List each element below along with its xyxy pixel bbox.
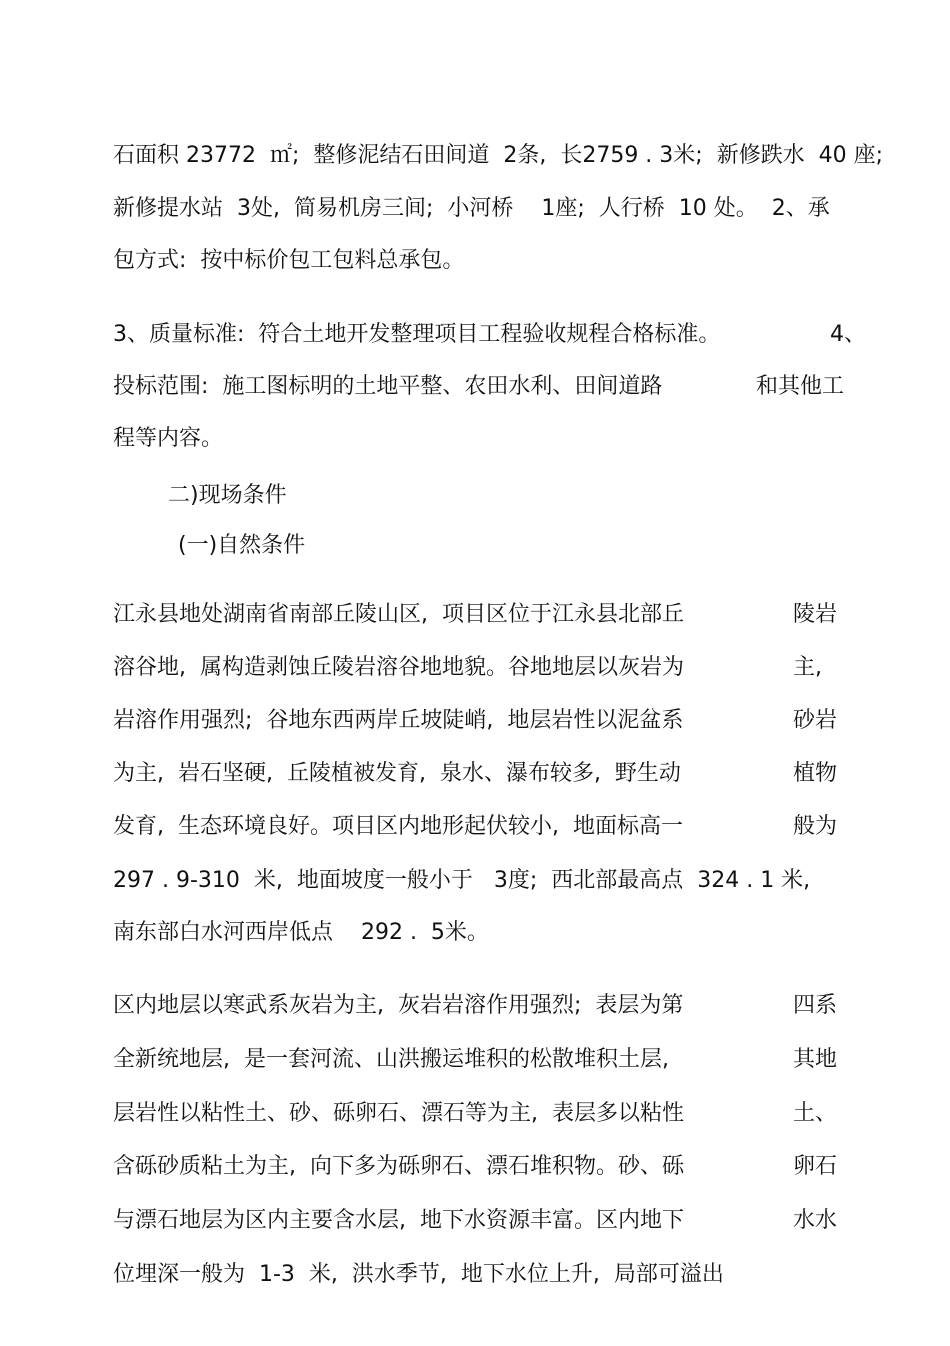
para3-line5-right: 般为 (793, 814, 838, 839)
para3-tail-line1-text: 297 . 9-310 米, 地面坡度一般小于 3度; 西北部最高点 324 . 1 米, (113, 868, 811, 893)
para1-line3-text: 包方式: 按中标价包工包料总承包。 (113, 248, 465, 273)
para4-line3-right: 土、 (793, 1101, 838, 1126)
para1-line3 (113, 246, 858, 276)
para3-line5 (113, 812, 858, 842)
para4-line2-left: 全新统地层, 是一套河流、山洪搬运堆积的松散堆积土层, (113, 1047, 669, 1072)
heading-site-text: 二)现场条件 (168, 483, 287, 508)
para4-line2 (113, 1045, 858, 1075)
para3-line1-right: 陵岩 (793, 602, 838, 627)
para4-line4-left: 含砾砂质粘土为主, 向下多为砾卵石、漂石堆积物。砂、砾 (113, 1154, 684, 1179)
para4-line1-left: 区内地层以寒武系灰岩为主, 灰岩岩溶作用强烈; 表层为第 (113, 993, 684, 1018)
para4-line1-right: 四系 (793, 993, 838, 1018)
para2-line3-text: 程等内容。 (113, 426, 224, 451)
para1-line2-text: 新修提水站 3处, 简易机房三间; 小河桥 1座; 人行桥 10 处。 2、承 (113, 196, 830, 221)
para3-tail-line2 (113, 918, 858, 948)
para4-line5-left: 与漂石地层为区内主要含水层, 地下水资源丰富。区内地下 (113, 1208, 684, 1233)
para4-line5 (113, 1206, 858, 1236)
para3-line2 (113, 653, 858, 683)
para3-line3 (113, 706, 858, 736)
para1-line1-text: 石面积 23772 ㎡; 整修泥结石田间道 2条, 长2759 . 3米; 新修跌水 40 座; (113, 143, 884, 168)
para3-line4-left: 为主, 岩石坚硬, 丘陵植被发育, 泉水、瀑布较多, 野生动 (113, 761, 681, 786)
para2-line3 (113, 424, 858, 454)
para2-line2 (113, 372, 858, 402)
para3-line1 (113, 600, 858, 630)
para2-line1-text: 3、质量标准: 符合土地开发整理项目工程验收规程合格标准。 (113, 322, 721, 347)
para3-line3-left: 岩溶作用强烈; 谷地东西两岸丘坡陡峭, 地层岩性以泥盆系 (113, 708, 684, 733)
heading-natural-conditions (178, 531, 923, 561)
para3-line4 (113, 759, 858, 789)
para4-tail-text: 位埋深一般为 1-3 米, 洪水季节, 地下水位上升, 局部可溢出 (113, 1262, 724, 1287)
heading-site-conditions (168, 481, 913, 511)
para2-line2-left: 投标范围: 施工图标明的土地平整、农田水利、田间道路 (113, 374, 663, 399)
para4-line4 (113, 1152, 858, 1182)
para4-line1 (113, 991, 858, 1021)
para3-line1-left: 江永县地处湖南省南部丘陵山区, 项目区位于江永县北部丘 (113, 602, 684, 627)
para3-tail-line2-text: 南东部白水河西岸低点 292 . 5米。 (113, 920, 489, 945)
para1-line2 (113, 194, 858, 224)
para3-line5-left: 发育, 生态环境良好。项目区内地形起伏较小, 地面标高一 (113, 814, 683, 839)
para2-line1-right: 4、 (830, 322, 866, 347)
para3-line2-right: 主, (793, 655, 822, 680)
para4-line3-left: 层岩性以粘性土、砂、砾卵石、漂石等为主, 表层多以粘性 (113, 1101, 684, 1126)
para4-line2-right: 其地 (793, 1047, 838, 1072)
para4-line4-right: 卵石 (793, 1154, 838, 1179)
heading-natural-text: (一)自然条件 (178, 533, 306, 558)
para4-line3 (113, 1099, 858, 1129)
para4-tail-line (113, 1260, 858, 1290)
para3-line3-right: 砂岩 (793, 708, 838, 733)
para2-line2-right: 和其他工 (756, 374, 845, 399)
para2-line1 (113, 320, 866, 350)
para3-tail-line1 (113, 866, 858, 896)
para3-line4-right: 植物 (793, 761, 838, 786)
para1-line1 (113, 141, 884, 171)
para3-line2-left: 溶谷地, 属构造剥蚀丘陵岩溶谷地地貌。谷地地层以灰岩为 (113, 655, 684, 680)
para4-line5-right: 水水 (793, 1208, 838, 1233)
